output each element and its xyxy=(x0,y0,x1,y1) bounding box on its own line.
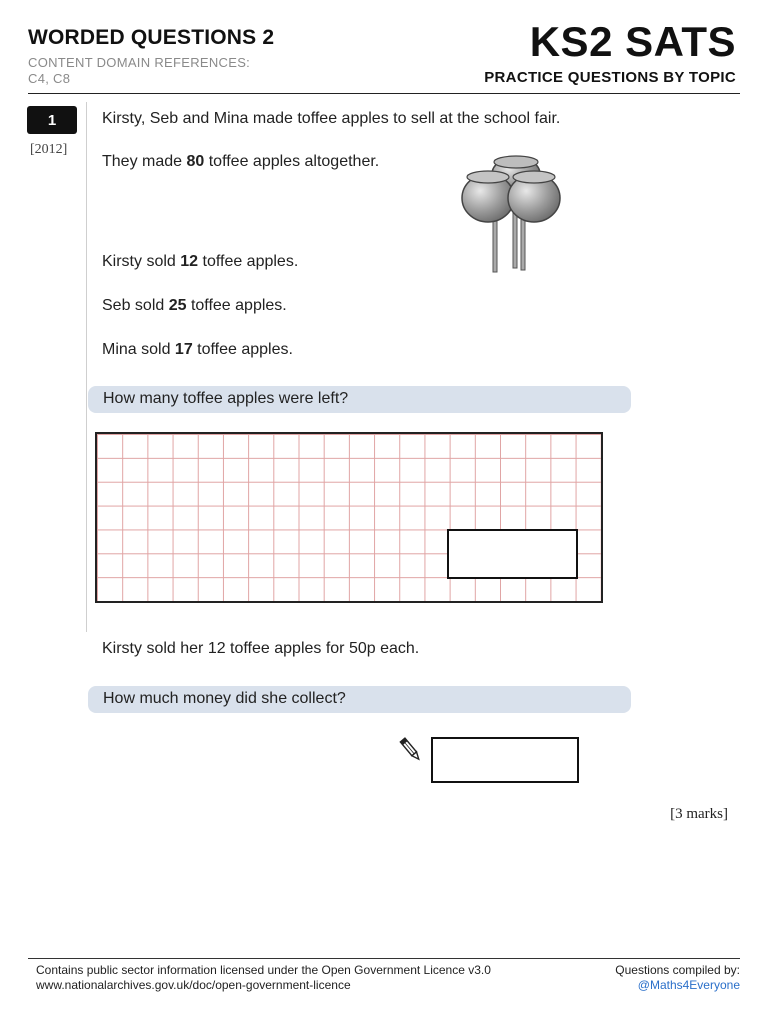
prompt-toffee-apples-left: How many toffee apples were left? xyxy=(88,386,631,413)
domain-codes: C4, C8 xyxy=(28,71,71,86)
credit-handle-link[interactable]: @Maths4Everyone xyxy=(637,978,740,992)
total-value: 80 xyxy=(186,153,205,170)
answer-box-2[interactable] xyxy=(431,737,579,783)
brand-title: KS2 SATS xyxy=(529,18,736,65)
margin-divider xyxy=(86,102,87,632)
sale-seb: Seb sold 25 toffee apples. xyxy=(102,297,287,314)
question-intro: Kirsty, Seb and Mina made toffee apples to sell at the school fair. xyxy=(102,110,561,127)
worksheet-title: WORDED QUESTIONS 2 xyxy=(28,26,275,49)
sale-kirsty: Kirsty sold 12 toffee apples. xyxy=(102,253,299,270)
content-domain-references xyxy=(28,55,250,87)
licence-notice xyxy=(36,963,491,993)
footer-divider xyxy=(28,958,740,959)
answer-box-1[interactable] xyxy=(447,529,578,579)
sale-mina: Mina sold 17 toffee apples. xyxy=(102,341,293,358)
domain-label: CONTENT DOMAIN REFERENCES: xyxy=(28,55,251,70)
header-divider xyxy=(28,93,740,94)
question-number-badge xyxy=(27,106,77,134)
question-number: 1 xyxy=(47,111,57,129)
pencil-icon xyxy=(398,736,424,764)
toffee-apples-illustration xyxy=(455,150,570,275)
licence-link[interactable]: www.nationalarchives.gov.uk/doc/open-government-licence xyxy=(36,978,351,992)
statement-kirsty-price: Kirsty sold her 12 toffee apples for 50p each. xyxy=(102,640,420,657)
credit xyxy=(615,963,740,993)
question-year: [2012] xyxy=(30,142,68,157)
licence-line-1: Contains public sector information licensed under the Open Government Licence v3.0 xyxy=(36,963,491,977)
marks-label: [3 marks] xyxy=(670,806,728,822)
credit-label: Questions compiled by: xyxy=(615,963,740,977)
total-statement: They made 80 toffee apples altogether. xyxy=(102,153,380,170)
brand-subtitle: PRACTICE QUESTIONS BY TOPIC xyxy=(484,69,736,86)
prompt-money-collected: How much money did she collect? xyxy=(88,686,631,713)
